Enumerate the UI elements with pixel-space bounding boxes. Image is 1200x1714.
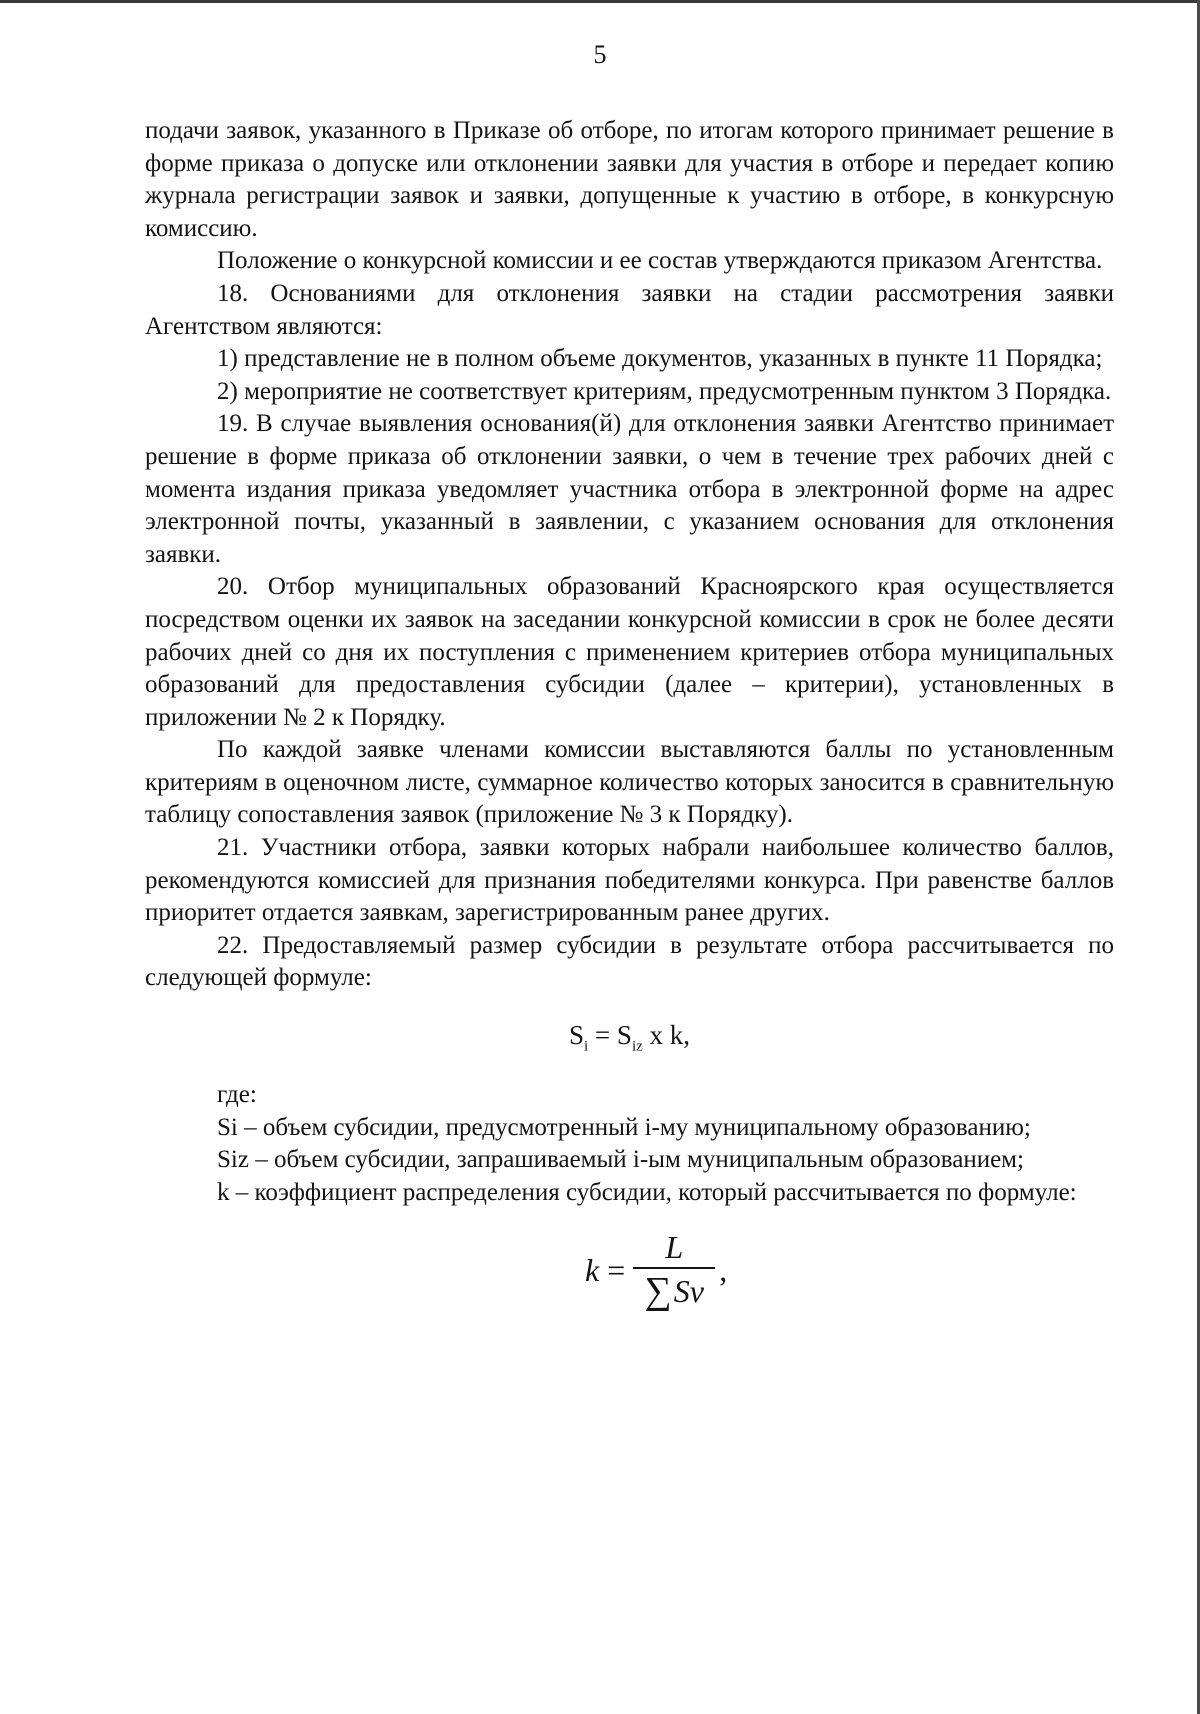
paragraph-continuation: подачи заявок, указанного в Приказе об отборе, по итогам которого принимает решение в форме приказа о допуске или отклонении заявки для участия в отборе и передает копию журнала регистрации заявок и заявки, допущенные к участию в отборе, в конкурсную комиссию. <box>145 117 1114 242</box>
summation-icon: ∑ <box>644 1270 672 1313</box>
coefficient-formula <box>145 1219 1114 1329</box>
formula-comma: , <box>719 1252 728 1289</box>
page-number: 5 <box>593 40 607 69</box>
coefficient-lhs: k <box>585 1252 600 1289</box>
definition-si: Si – объем субсидии, предусмотренный i-му муниципальному образованию; <box>217 1113 1031 1141</box>
formula-equals: = <box>588 1020 617 1051</box>
paragraph-18-item-1: 1) представление не в полном объеме документов, указанных в пункте 11 Порядка; <box>217 345 1103 373</box>
paragraph-18-item-2: 2) мероприятие не соответствует критериям, предусмотренным пунктом 3 Порядка. <box>217 377 1112 405</box>
paragraph-commission: Положение о конкурсной комиссии и ее состав утверждаются приказом Агентства. <box>217 247 1103 275</box>
fraction-numerator: L <box>665 1229 684 1266</box>
paragraph-18: 18. Основаниями для отклонения заявки на стадии рассмотрения заявки Агентством являются: <box>145 279 1114 340</box>
paragraph-19: 19. В случае выявления основания(й) для отклонения заявки Агентство принимает решение в форме приказа об отклонении заявки, о чем в течение трех рабочих дней с момента издания приказа уведомляет участника отбора в электронной форме на адрес электронной почты, указанный в заявлении, с указанием основания для отклонения заявки. <box>145 410 1114 568</box>
formula-tail: x k, <box>642 1020 691 1051</box>
coefficient-equals: = <box>607 1252 626 1289</box>
document-body <box>145 115 1114 1329</box>
paragraph-22: 22. Предоставляемый размер субсидии в результате отбора рассчитывается по следующей формуле: <box>145 931 1114 992</box>
paragraph-20: 20. Отбор муниципальных образований Красноярского края осуществляется посредством оценки их заявок на заседании конкурсной комиссии в срок не более десяти рабочих дней со дня их поступления с применением критериев отбора муниципальных образований для предоставления субсидии (далее – критерии), установленных в приложении № 2 к Порядку. <box>145 573 1114 731</box>
definition-where: где: <box>217 1081 257 1109</box>
paragraph-20-scoring: По каждой заявке членами комиссии выставляются баллы по установленным критериям в оценочном листе, суммарное количество которых заносится в сравнительную таблицу сопоставления заявок (приложение № 3 к Порядку). <box>145 736 1114 829</box>
formula-rhs-subscript: iz <box>631 1038 643 1055</box>
definition-siz: Siz – объем субсидии, запрашиваемый i-ым муниципальным образованием; <box>217 1146 1024 1174</box>
definition-k: k – коэффициент распределения субсидии, который рассчитывается по формуле: <box>217 1178 1077 1206</box>
formula-lhs: S <box>568 1020 584 1051</box>
fraction-denominator <box>645 1269 704 1313</box>
paragraph-21: 21. Участники отбора, заявки которых набрали наибольшее количество баллов, рекомендуются комиссией для признания победителями конкурса. При равенстве баллов приоритет отдается заявкам, зарегистрированным ранее других. <box>145 834 1114 927</box>
formula-rhs: S <box>616 1020 632 1051</box>
subsidy-formula <box>145 1017 1114 1053</box>
denominator-text: Sv <box>673 1273 704 1310</box>
coefficient-fraction <box>633 1227 715 1313</box>
formula-lhs-subscript: i <box>584 1038 589 1055</box>
top-border-line <box>0 0 1200 3</box>
